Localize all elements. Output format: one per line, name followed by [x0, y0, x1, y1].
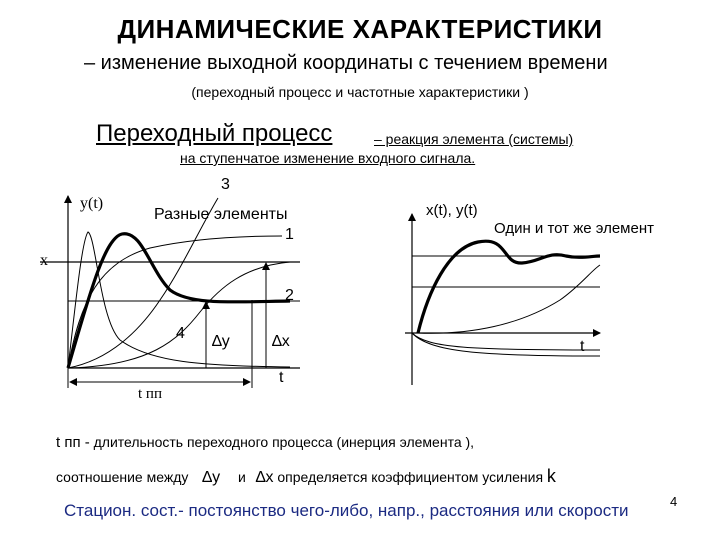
footer-tpp-text: длительность переходного процесса (инерция элемента ),: [93, 434, 475, 450]
page-number: 4: [670, 494, 678, 509]
footer-line2-b: определяется коэффициентом усиления: [277, 469, 544, 485]
definition-desc-line2: на ступенчатое изменение входного сигнала.: [180, 150, 476, 166]
left-t-label: t: [279, 369, 284, 386]
left-y-label: y(t): [80, 195, 104, 212]
right-input-curve: [418, 265, 600, 333]
footer-and: и: [237, 469, 246, 485]
right-diagram: [405, 214, 600, 385]
left-caption: Разные элементы: [154, 206, 288, 223]
footer-k: k: [546, 466, 556, 486]
footer-delta-x: ∆x: [255, 469, 274, 486]
curve-2-label: 2: [285, 287, 294, 304]
definition-term: Переходный процесс: [96, 120, 333, 147]
curve-4-label: 4: [176, 325, 185, 342]
curve-3-label: 3: [221, 176, 230, 193]
left-x-label: x: [40, 252, 48, 269]
curve-4-impulse: [68, 232, 290, 368]
subtitle-note: (переходный процесс и частотные характеристики ): [191, 84, 529, 100]
footer-line2-a: соотношение между: [56, 469, 189, 485]
curve-1-label: 1: [285, 226, 294, 243]
left-diagram: [40, 196, 300, 388]
page-title: ДИНАМИЧЕСКИЕ ХАРАКТЕРИСТИКИ: [117, 14, 603, 44]
footer-tpp-term: t пп -: [56, 434, 90, 451]
footer-line-2: [56, 466, 556, 487]
right-caption: Один и тот же элемент: [494, 220, 654, 237]
right-t-label: t: [580, 338, 585, 355]
delta-y-label: ∆y: [212, 333, 230, 350]
page-subtitle: – изменение выходной координаты с течением времени: [84, 52, 608, 74]
right-lower-curve-2: [412, 333, 600, 350]
tpp-label: t пп: [138, 386, 162, 402]
delta-x-label: ∆x: [272, 333, 290, 350]
footer-delta-y: ∆y: [202, 469, 221, 486]
footer-line-1: [56, 434, 474, 451]
footer-line-3: Стацион. сост.- постоянство чего-либо, напр., расстояния или скорости: [64, 501, 629, 520]
definition-desc-line1: – реакция элемента (системы): [374, 131, 574, 147]
right-y-label: x(t), y(t): [426, 202, 478, 219]
curve-sigmoid: [68, 262, 290, 368]
